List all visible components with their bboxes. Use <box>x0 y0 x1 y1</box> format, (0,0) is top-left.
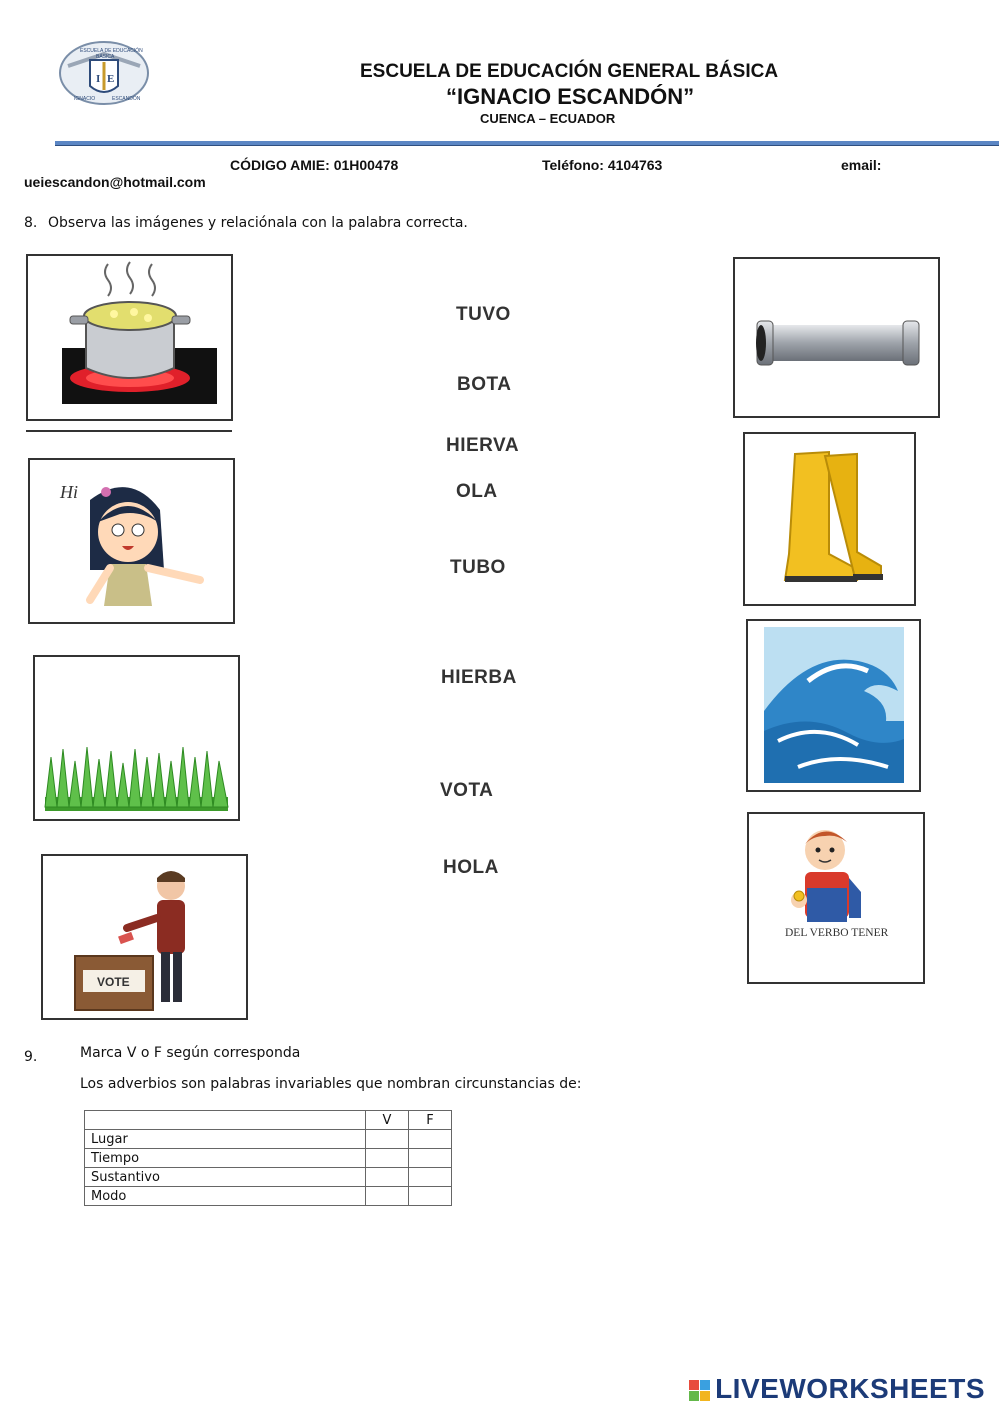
hi-text: Hi <box>60 482 78 502</box>
table-row <box>85 1168 452 1187</box>
column-f: F <box>409 1111 452 1130</box>
wave-icon <box>746 619 921 792</box>
svg-text:ESCUELA DE EDUCACIÓN: ESCUELA DE EDUCACIÓN <box>80 48 143 54</box>
word-bota[interactable]: BOTA <box>457 374 512 395</box>
svg-text:I: I <box>96 73 101 85</box>
word-hierva[interactable]: HIERVA <box>446 435 520 456</box>
table-header-row <box>85 1111 452 1130</box>
word-hierba[interactable]: HIERBA <box>441 667 517 688</box>
row-label: Modo <box>85 1187 366 1206</box>
answer-cell-f[interactable] <box>409 1149 452 1168</box>
true-false-table <box>84 1110 452 1206</box>
boiling-pot-icon <box>26 254 233 421</box>
q9-instruction: Marca V o F según corresponda <box>80 1045 301 1061</box>
brand-text: LIVEWORKSHEETS <box>715 1373 985 1404</box>
row-label: Sustantivo <box>85 1168 366 1187</box>
liveworksheets-logo <box>689 1373 985 1405</box>
answer-cell-v[interactable] <box>366 1149 409 1168</box>
word-vota[interactable]: VOTA <box>440 780 494 801</box>
liveworksheets-icon <box>689 1380 711 1402</box>
boy-holding-coin-icon <box>747 812 925 984</box>
phone-number: Teléfono: 4104763 <box>542 157 663 173</box>
word-tuvo[interactable]: TUVO <box>456 304 511 325</box>
answer-cell-v[interactable] <box>366 1130 409 1149</box>
vote-text: VOTE <box>97 975 130 989</box>
grass-icon <box>33 655 240 821</box>
answer-cell-v[interactable] <box>366 1187 409 1206</box>
amie-code: CÓDIGO AMIE: 01H00478 <box>230 157 399 173</box>
school-city: CUENCA – ECUADOR <box>480 111 616 126</box>
person-voting-icon <box>41 854 248 1020</box>
answer-cell-f[interactable] <box>409 1187 452 1206</box>
column-v: V <box>366 1111 409 1130</box>
pipe-icon <box>733 257 940 418</box>
row-label: Tiempo <box>85 1149 366 1168</box>
separator-line <box>26 430 232 432</box>
email-address: ueiescandon@hotmail.com <box>24 174 206 190</box>
row-label: Lugar <box>85 1130 366 1149</box>
answer-cell-f[interactable] <box>409 1130 452 1149</box>
header-divider <box>55 141 999 146</box>
school-name: “IGNACIO ESCANDÓN” <box>446 84 695 109</box>
word-tubo[interactable]: TUBO <box>450 557 506 578</box>
table-row <box>85 1149 452 1168</box>
table-row <box>85 1187 452 1206</box>
girl-saying-hi-icon <box>28 458 235 624</box>
school-crest-icon <box>58 40 150 106</box>
q9-statement: Los adverbios son palabras invariables que nombran circunstancias de: <box>80 1076 582 1092</box>
word-hola[interactable]: HOLA <box>443 857 499 878</box>
svg-text:IGNACIO: IGNACIO <box>74 96 96 102</box>
verb-caption: DEL VERBO TENER <box>785 927 889 939</box>
svg-text:BÁSICA: BÁSICA <box>96 54 115 60</box>
q8-number: 8. <box>24 215 38 231</box>
answer-cell-v[interactable] <box>366 1168 409 1187</box>
email-label: email: <box>841 157 882 173</box>
yellow-boot-icon <box>743 432 916 606</box>
q9-number: 9. <box>24 1049 38 1065</box>
svg-text:ESCANDÓN: ESCANDÓN <box>112 96 141 102</box>
answer-cell-f[interactable] <box>409 1168 452 1187</box>
school-title: ESCUELA DE EDUCACIÓN GENERAL BÁSICA <box>360 61 779 82</box>
svg-text:E: E <box>107 73 115 85</box>
table-row <box>85 1130 452 1149</box>
word-ola[interactable]: OLA <box>456 481 498 502</box>
q8-prompt: Observa las imágenes y relaciónala con la palabra correcta. <box>48 215 468 231</box>
